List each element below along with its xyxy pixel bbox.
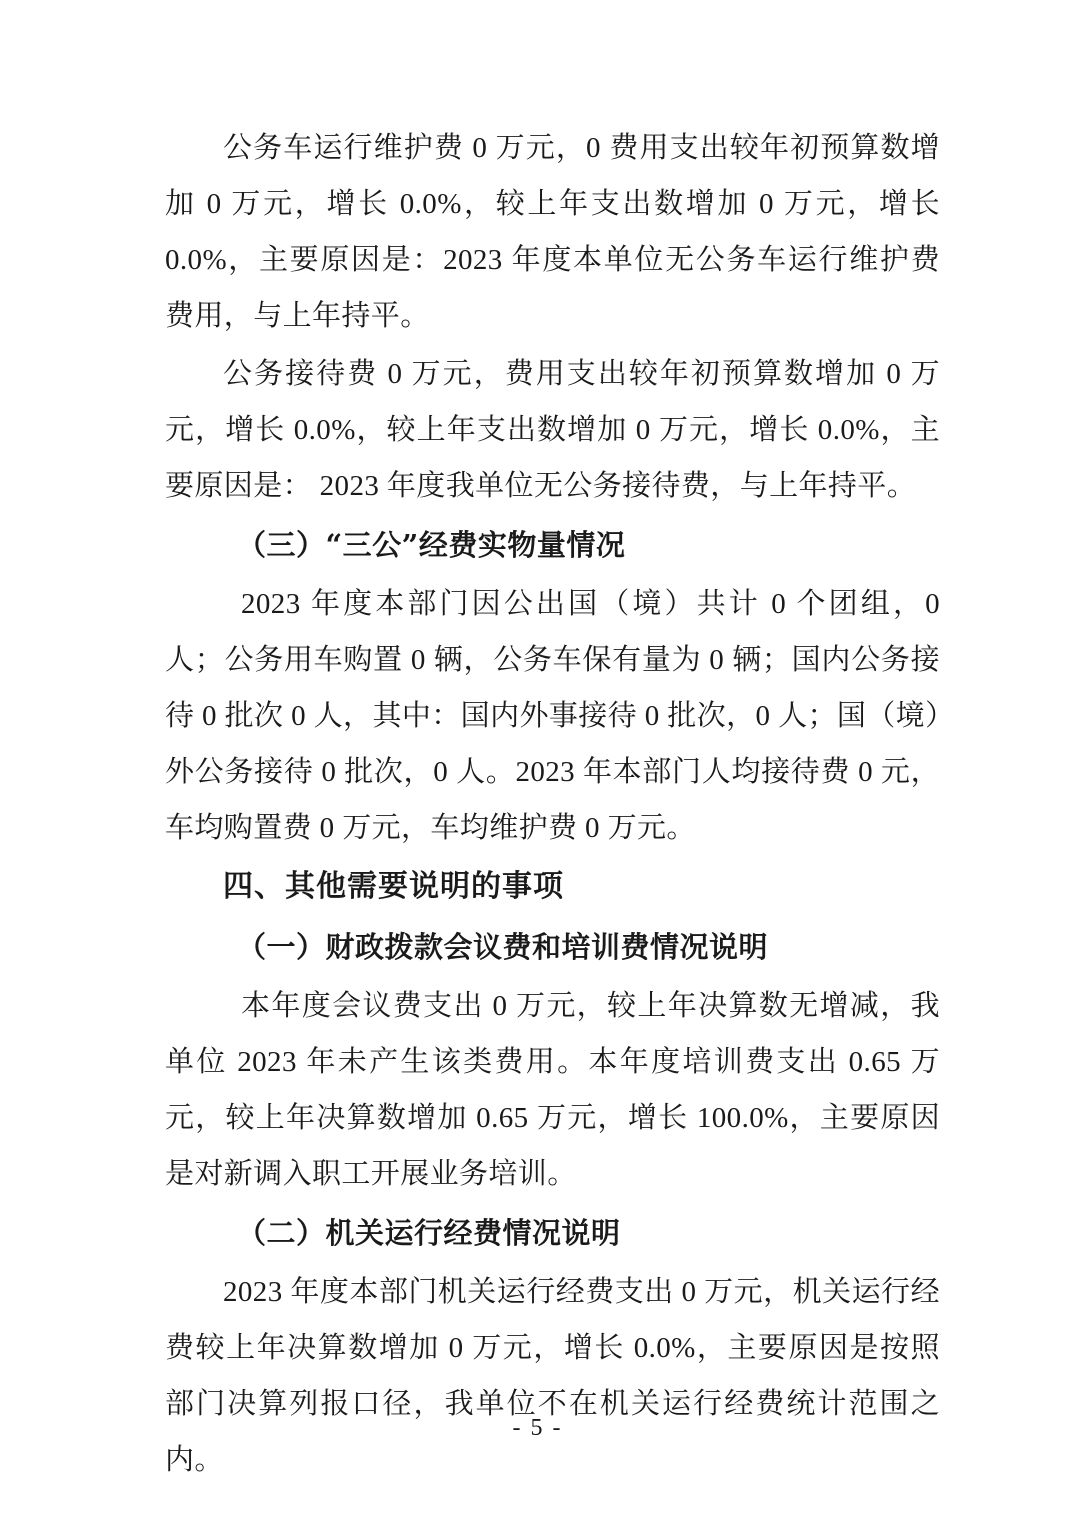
para-physical-quantity-detail: 2023 年度本部门因公出国（境）共计 0 个团组，0 人；公务用车购置 0 辆，公务车保有量为 0 辆；国内公务接待 0 批次 0 人，其中：国内外事接待 0 批次，0 人；国（境）外公务接待 0 批次，0 人。2023 年本部门人均接待费 0 元，车均购置费 0 万元，车均维护费 0 万元。 bbox=[165, 588, 940, 844]
heading-other-matters: 四、其他需要说明的事项 bbox=[223, 869, 564, 904]
document-body bbox=[165, 120, 940, 1488]
para-official-reception-fee: 公务接待费 0 万元，费用支出较年初预算数增加 0 万元，增长 0.0%，较上年支出数增加 0 万元，增长 0.0%，主要原因是： 2023 年度我单位无公务接待费，与上年持平。 bbox=[165, 358, 940, 502]
para-agency-operating-detail: 2023 年度本部门机关运行经费支出 0 万元，机关运行经费较上年决算数增加 0 万元，增长 0.0%，主要原因是按照部门决算列报口径，我单位不在机关运行经费统计范围之内。 bbox=[165, 1276, 940, 1476]
subheading-meeting-training-fee: （一）财政拨款会议费和培训费情况说明 bbox=[237, 930, 769, 964]
subheading-three-public-physical-quantity: （三）“三公”经费实物量情况 bbox=[237, 528, 626, 562]
para-vehicle-operation-fee: 公务车运行维护费 0 万元，0 费用支出较年初预算数增加 0 万元，增长 0.0%，较上年支出数增加 0 万元，增长 0.0%，主要原因是：2023 年度本单位无公务车运行维护费费用，与上年持平。 bbox=[165, 132, 940, 332]
subheading-agency-operating-expense: （二）机关运行经费情况说明 bbox=[237, 1216, 621, 1250]
page-number: - 5 - bbox=[512, 1415, 563, 1441]
para-meeting-training-detail: 本年度会议费支出 0 万元，较上年决算数无增减，我单位 2023 年未产生该类费用。本年度培训费支出 0.65 万元，较上年决算数增加 0.65 万元，增长 100.0%，主要原因是对新调入职工开展业务培训。 bbox=[165, 990, 940, 1190]
